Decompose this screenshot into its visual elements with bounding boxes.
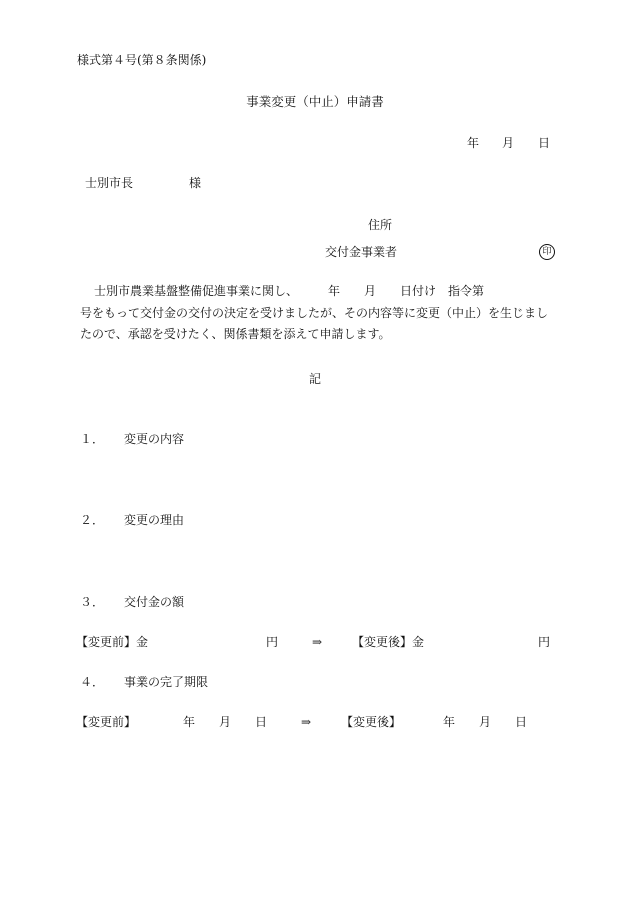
- section-label: 交付金の額: [124, 595, 185, 609]
- deadline-after-year: 年: [443, 715, 456, 729]
- body-line-1: 士別市農業基盤整備促進事業に関し、 年 月 日付け 指令第: [94, 284, 485, 298]
- addressee-honorific: 様: [189, 176, 202, 190]
- deadline-before-month: 月: [219, 715, 232, 729]
- applicant-name-label: 交付金事業者: [325, 245, 398, 259]
- arrow-icon: ⇒: [312, 635, 323, 649]
- deadline-before-day: 日: [255, 715, 268, 729]
- amount-after-unit: 円: [538, 635, 551, 649]
- deadline-before-year: 年: [183, 715, 196, 729]
- section-number: １．: [80, 432, 105, 446]
- date-month-label: 月: [502, 136, 515, 150]
- deadline-after-month: 月: [479, 715, 492, 729]
- deadline-before-label: 【変更前】: [76, 715, 137, 729]
- section-label: 事業の完了期限: [124, 675, 209, 689]
- seal-circle: 印: [539, 244, 555, 260]
- section-label: 変更の内容: [124, 432, 185, 446]
- date-year-label: 年: [467, 136, 480, 150]
- body-line-3: たので、承認を受けたく、関係書類を添えて申請します。: [80, 327, 391, 341]
- section-number: ２．: [80, 513, 105, 527]
- request-body: [80, 281, 558, 346]
- seal-mark: [539, 244, 555, 260]
- arrow-icon: ⇒: [301, 715, 312, 729]
- body-line-2: 号をもって交付金の交付の決定を受けましたが、その内容等に変更（中止）を生じまし: [80, 305, 549, 320]
- amount-before-label: 【変更前】金: [76, 635, 149, 649]
- section-label: 変更の理由: [124, 513, 185, 527]
- deadline-after-day: 日: [515, 715, 528, 729]
- section-number: ３．: [80, 595, 105, 609]
- addressee-name: 士別市長: [85, 176, 134, 190]
- date-day-label: 日: [538, 136, 551, 150]
- deadline-after-label: 【変更後】: [341, 715, 402, 729]
- applicant-address-label: 住所: [368, 218, 393, 232]
- section-number: ４．: [80, 675, 105, 689]
- amount-after-label: 【変更後】金: [352, 635, 425, 649]
- form-number: 様式第４号(第８条関係): [77, 53, 207, 67]
- ki-heading: 記: [308, 372, 321, 386]
- amount-before-unit: 円: [266, 635, 279, 649]
- document-title: 事業変更（中止）申請書: [246, 94, 384, 109]
